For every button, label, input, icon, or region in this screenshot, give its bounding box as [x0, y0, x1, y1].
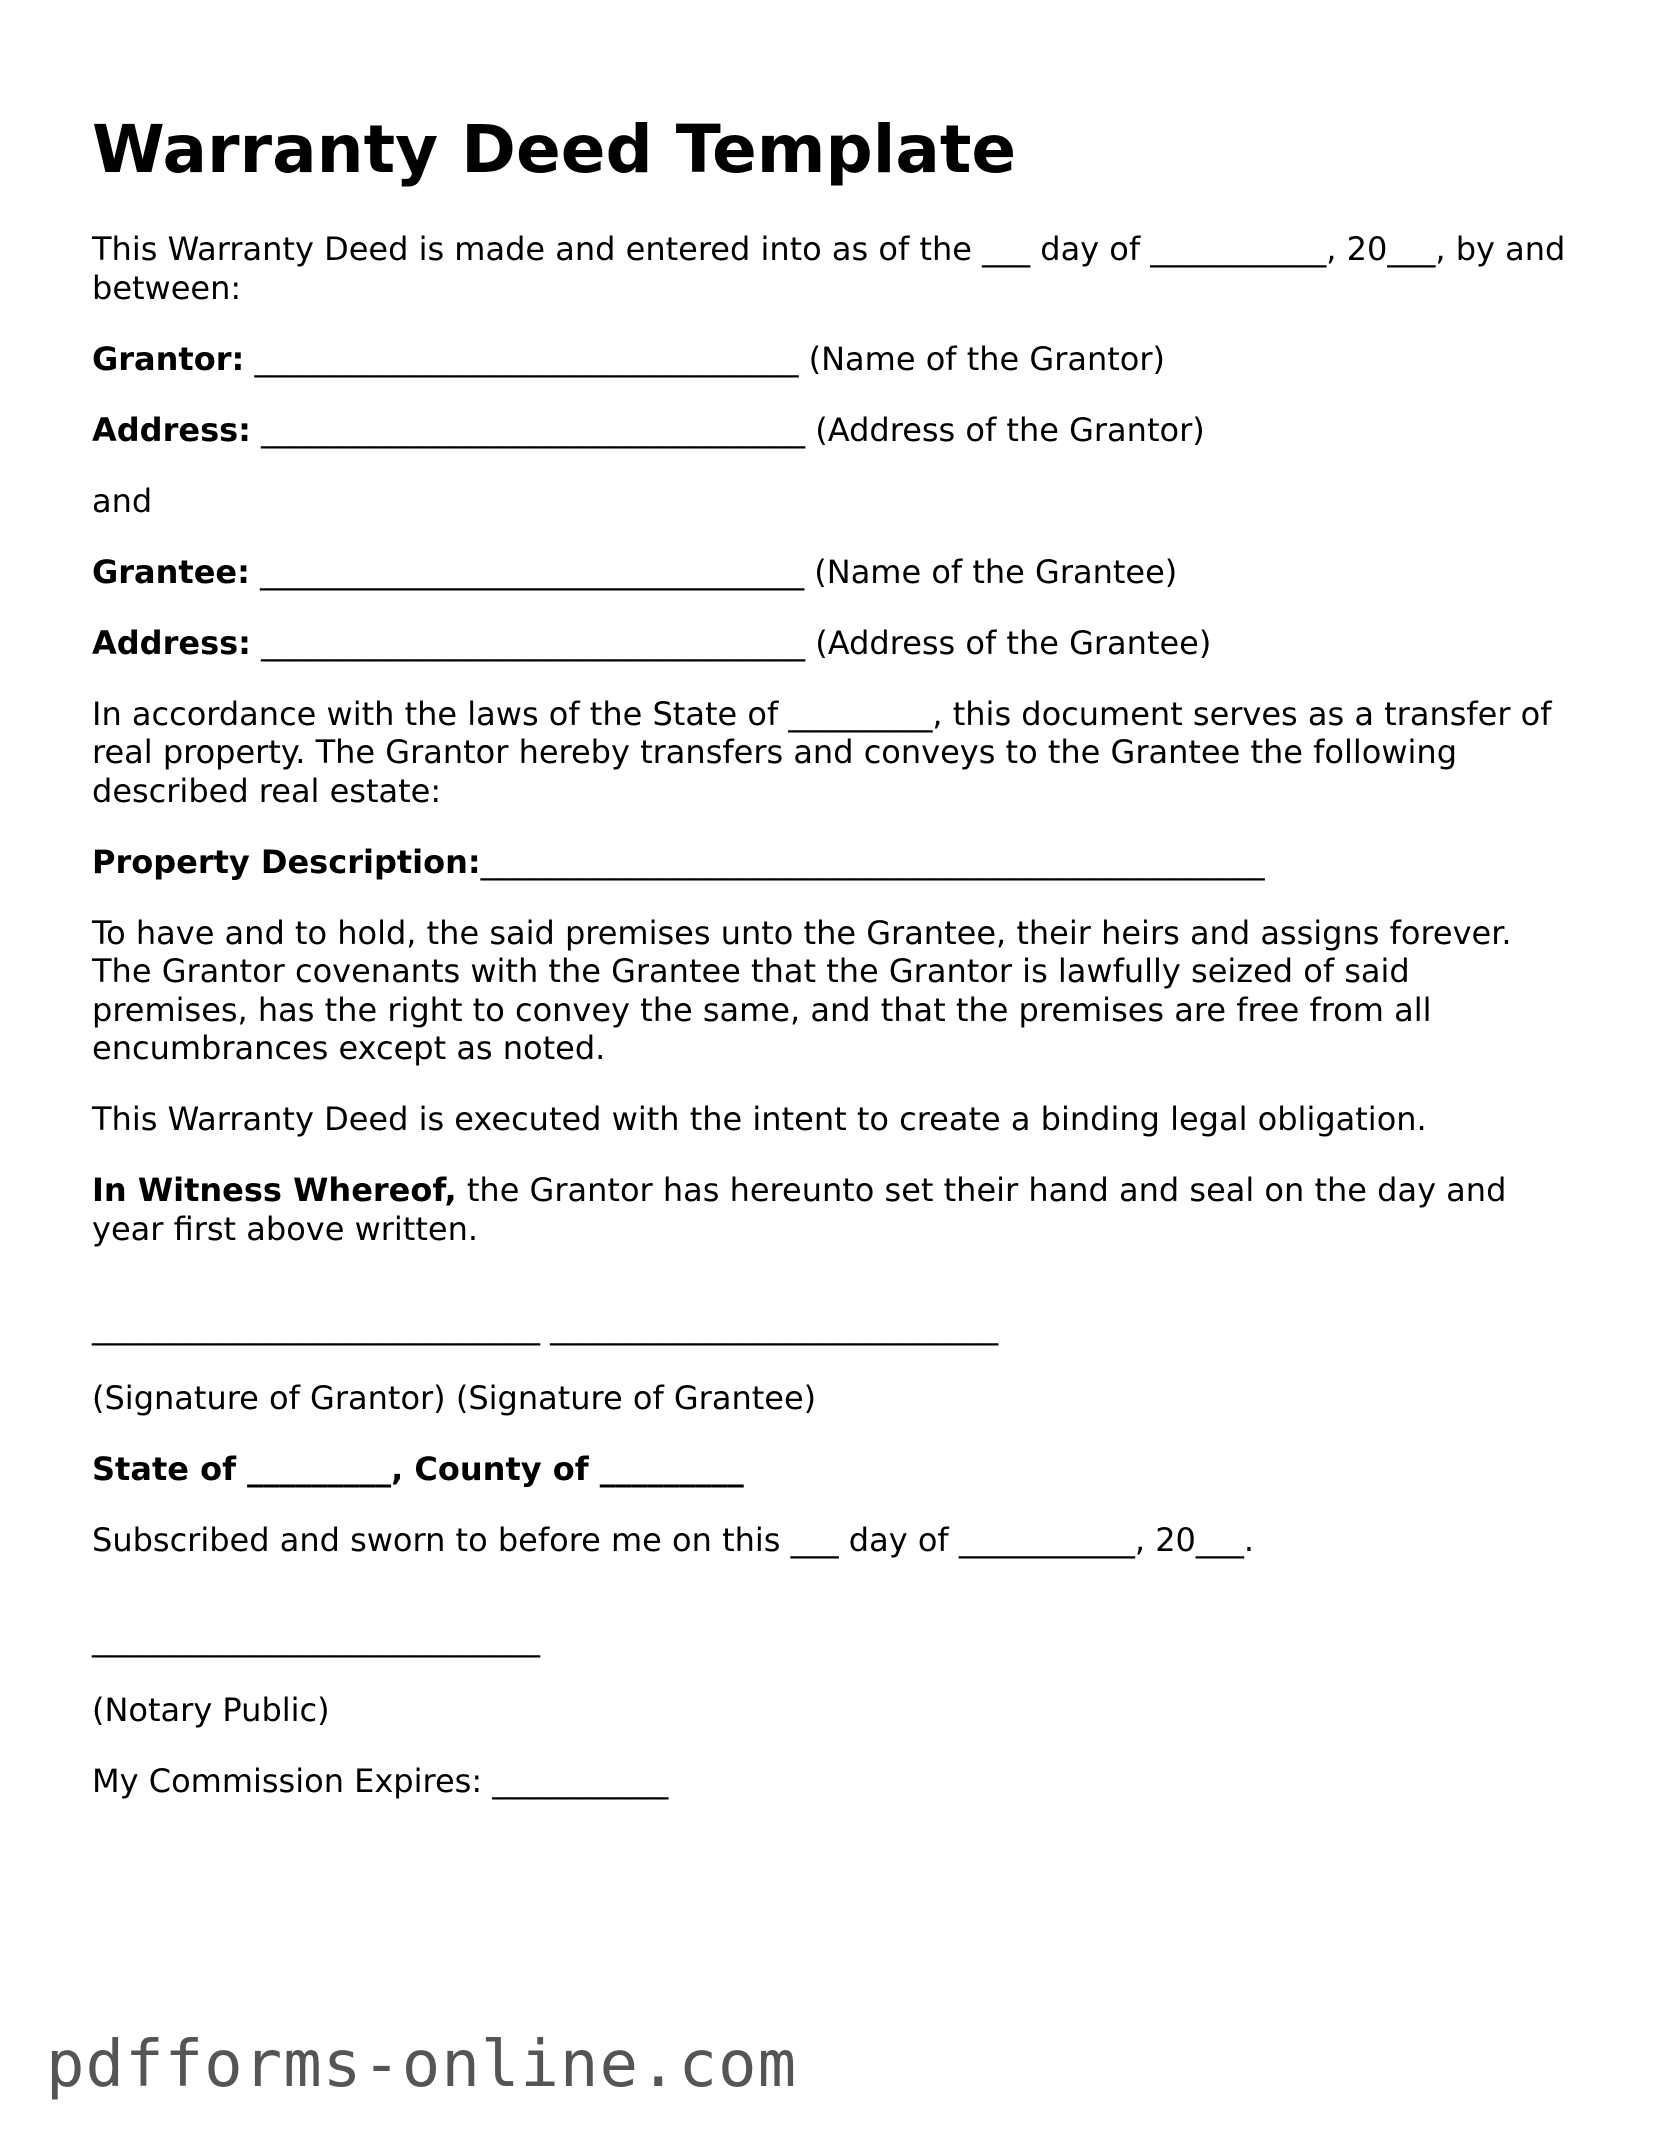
witness-text: the Grantor has hereunto set their hand and seal on the day and year first above written. — [92, 1171, 1507, 1248]
notary-signature-line: ____________________________ — [92, 1619, 540, 1658]
grantor-address-field — [92, 411, 1572, 450]
grantor-label: Grantor: — [92, 339, 245, 378]
signature-captions: (Signature of Grantor) (Signature of Grantee) — [92, 1379, 817, 1417]
property-description-label: Property Description: — [92, 842, 481, 881]
grantee-field — [92, 553, 1572, 592]
commission-expires: My Commission Expires: ___________ — [92, 1761, 669, 1800]
grantee-label: Grantee: — [92, 552, 250, 591]
intro-paragraph: This Warranty Deed is made and entered into as of the ___ day of ___________, 20___, by and between: — [92, 230, 1566, 307]
notary-caption: (Notary Public) — [92, 1690, 330, 1729]
grantee-address-line: __________________________________ (Address of the Grantee) — [250, 623, 1212, 662]
grantor-field — [92, 340, 1572, 379]
intent-paragraph: This Warranty Deed is executed with the intent to create a binding legal obligation. — [92, 1100, 1427, 1138]
covenant-paragraph: To have and to hold, the said premises unto the Grantee, their heirs and assigns forever. The Grantor covenants with the Grantee that the Grantor is lawfully seized of said premises, has the right to convey the same, and that the premises are free from all encumbrances except as noted. — [92, 913, 1512, 1067]
grantee-address-field — [92, 624, 1572, 663]
page-title: Warranty Deed Template — [92, 111, 1017, 188]
document-page — [92, 110, 1572, 1833]
grantee-address-label: Address: — [92, 623, 251, 662]
grantee-line: __________________________________ (Name of the Grantee) — [249, 552, 1178, 591]
property-description-line: _________________________________________________ — [480, 842, 1265, 881]
and-text: and — [92, 481, 153, 520]
grantor-address-line: __________________________________ (Address of the Grantor) — [250, 410, 1205, 449]
sworn-statement: Subscribed and sworn to before me on this ___ day of ___________, 20___. — [92, 1521, 1255, 1559]
property-description-field — [92, 843, 1572, 882]
witness-paragraph — [92, 1171, 1572, 1248]
witness-heading: In Witness Whereof, — [92, 1171, 457, 1209]
transfer-paragraph: In accordance with the laws of the State of _________, this document serves as a transfer of real property. The Grantor hereby transfers and conveys to the Grantee the following described real estate: — [92, 694, 1552, 810]
grantor-address-label: Address: — [92, 410, 251, 449]
grantor-line: __________________________________ (Name of the Grantor) — [244, 339, 1165, 378]
watermark-text: pdfforms-online.com — [46, 2028, 798, 2102]
signature-lines: ____________________________ ____________________________ — [92, 1308, 999, 1346]
state-county-line: State of _________, County of _________ — [92, 1450, 744, 1488]
